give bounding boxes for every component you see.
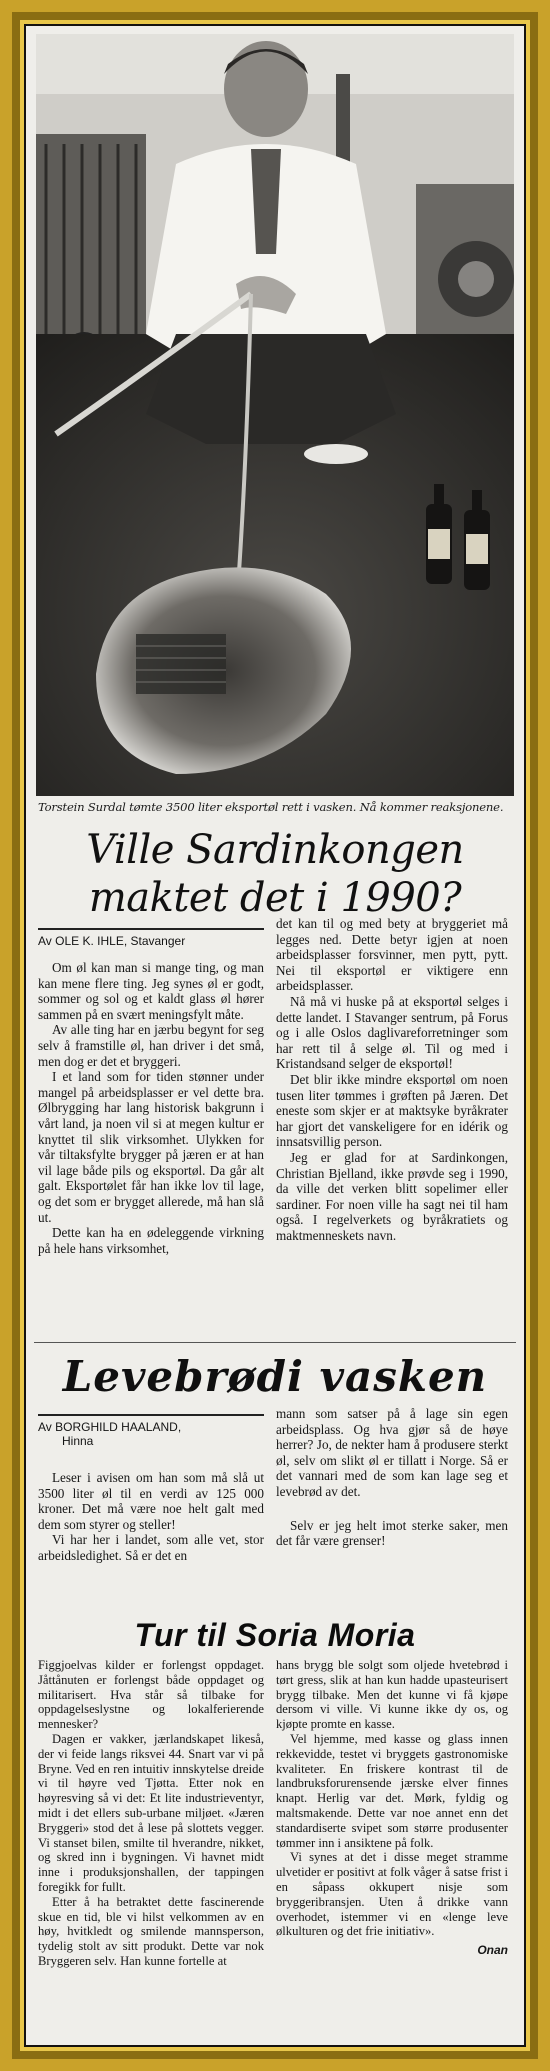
paragraph: Vi har her i landet, som alle vet, stor arbeidsledighet. Så er det en: [38, 1532, 264, 1563]
paragraph: mann som satser på å lage sin egen arbeidsplass. Og hva gjør så de høye herrer? Jo, de nekter ham å produsere sterkt øl, selv om slikt øl er tillatt i Norge. Så er det vannari med de som kan lage seg et levebrød av det.: [276, 1406, 508, 1499]
paragraph: det kan til og med bety at bryggeriet må legges ned. Dette betyr igjen at noen arbeidsplasser forsvinner, men pytt, pytt. Nei til eksportøl er viktigere enn arbeidsplasser.: [276, 916, 508, 994]
byline: [38, 1414, 264, 1448]
paragraph: Figgjoelvas kilder er forlengst oppdaget. Jåttånuten er forlengst både oppdaget og militarisert. Hva står så tilbake for oppdagelseslystne og lokalferierende mennesker?: [38, 1658, 264, 1732]
article-column-2: [276, 1658, 508, 1958]
paragraph: Dagen er vakker, jærlandskapet likeså, der vi feide langs riksvei 44. Snart var vi på Bryne. Ved en ren intuitiv innskytelse dreide vi til høyre ved Tjøtta. Etter nok en høyresving så vi det: Et lite industrieventyr, midt i det ellers sub-urbane miljøet. «Jæren Bryggeri» stod det å lese på slottets vegger. Vi stanset bilen, smilte til hverandre, nikket, og skred inn i bygningen. Vi havnet midt inne i produksjonshallen, der tappingen foregikk for fullt.: [38, 1731, 264, 1894]
photo-caption: Torstein Surdal tømte 3500 liter eksportøl rett i vasken. Nå kommer reaksjonene.: [38, 800, 504, 814]
paragraph: Selv er jeg helt imot sterke saker, men det får være grenser!: [276, 1517, 508, 1549]
byline-place: Hinna: [62, 1434, 94, 1448]
article-headline: [36, 826, 514, 922]
paragraph: Vi synes at det i disse meget stramme ulvetider er positivt at folk våger å satse frist i en såpass okkupert nisje som bryggeribransjen. Uten å drikke vann overhodet, istemmer vi en «lenge leve ølkulturen og det frie initiativ».: [276, 1850, 508, 1939]
article-column-1: [38, 960, 264, 1256]
paragraph: I et land som for tiden stønner under mangel på arbeidsplasser er vel dette bra. Ølbrygging har lang historisk bakgrunn i vårt land, ja noen vil si at megen kultur er knyttet til slik virksomhet. Ulykken for vår tiltaksfylte brygger på jæren er at han vil lage både pils og eksportøl. Da går alt galt. Eksportølet får han ikke lov til lage, og det som er brygget allerede, må han slå ut.: [38, 1069, 264, 1225]
paragraph: hans brygg ble solgt som oljede hvetebrød i tørt gress, slik at han kun hadde upasteurisert brygg tilbake. Men det kunne vi få kjøpe dersom vi ville. Vi kunne ikke dy os, og kjøpte promte en kasse.: [276, 1658, 508, 1732]
paragraph: Etter å ha betraktet dette fascinerende skue en tid, ble vi hilst velkommen av en høy, hvitkledt og smilende mannsperson, tydelig stolt av sitt produkt. Dette var nok Bryggeren selv. Han kunne fortelle at: [38, 1894, 264, 1968]
article-headline: Levebrødi vasken: [62, 1352, 488, 1401]
author-signature: Onan: [477, 1943, 508, 1958]
byline-author: Av BORGHILD HAALAND,: [38, 1420, 182, 1434]
paragraph: Vel hjemme, med kasse og glass innen rekkevidde, testet vi bryggets gastronomiske kvaliteter. En friskere kontrast til de landbruksforurensende jærske elver finnes knapt. Herlig var det. Mørk, fyldig og maltsmakende. Dette var noe annet enn det standardiserte svipet som større produsenter tømmer inn i ansiktene på folk.: [276, 1731, 508, 1850]
newspaper-clipping: [26, 26, 524, 2045]
paragraph: Nå må vi huske på at eksportøl selges i dette landet. I Stavanger sentrum, på Forus og i alle Oslos daglivareforretninger som har rett til å selge øl. Til og med i Kristandsand selger de eksportøl!: [276, 993, 508, 1072]
article-column-1: [38, 1658, 264, 1969]
article-column-2: [276, 1406, 508, 1549]
article-column-2: [276, 916, 508, 1243]
paragraph: Av alle ting har en jærbu begynt for seg selv å framstille øl, han driver i det små, men dog er det et bryggeri.: [38, 1022, 264, 1069]
photo-illustration: [36, 34, 514, 796]
byline: Av OLE K. IHLE, Stavanger: [38, 928, 264, 948]
paragraph: Om øl kan man si mange ting, og man kan mene flere ting. Jeg synes øl er godt, sommer og sol og et kaldt glass øl hører sammen på en svært meningsfylt måte.: [38, 960, 264, 1022]
article-column-1: [38, 1470, 264, 1564]
filter-press: [36, 134, 146, 364]
headline-line-2: maktet det i 1990?: [88, 875, 462, 921]
brewery-photo: [36, 34, 514, 796]
headline-line-1: Ville Sardinkongen: [86, 827, 464, 873]
section-divider: [34, 1342, 516, 1343]
paragraph: Det blir ikke mindre eksportøl om noen tusen liter tømmes i grøften på Jæren. Det eneste som skjer er at maktsyke byråkrater har gjort det vanskeligere for en idérik og innsatsvillig person.: [276, 1071, 508, 1150]
article-headline: Tur til Soria Moria: [134, 1617, 416, 1653]
paragraph: Leser i avisen om han som må slå ut 3500 liter øl til en verdi av 125 000 kroner. Det må være noe helt galt med dem som styrer og steller!: [38, 1470, 264, 1532]
paragraph: Jeg er glad for at Sardinkongen, Christian Bjelland, ikke prøvde seg i 1990, da ville det verken blitt sopelimer eller sardiner. For noen ville ha sagt nei til ham også. I regelverkets og byråkratiets og maktmenneskets navn.: [276, 1149, 508, 1243]
paragraph: Dette kan ha en ødeleggende virkning på hele hans virksomhet,: [38, 1225, 264, 1256]
